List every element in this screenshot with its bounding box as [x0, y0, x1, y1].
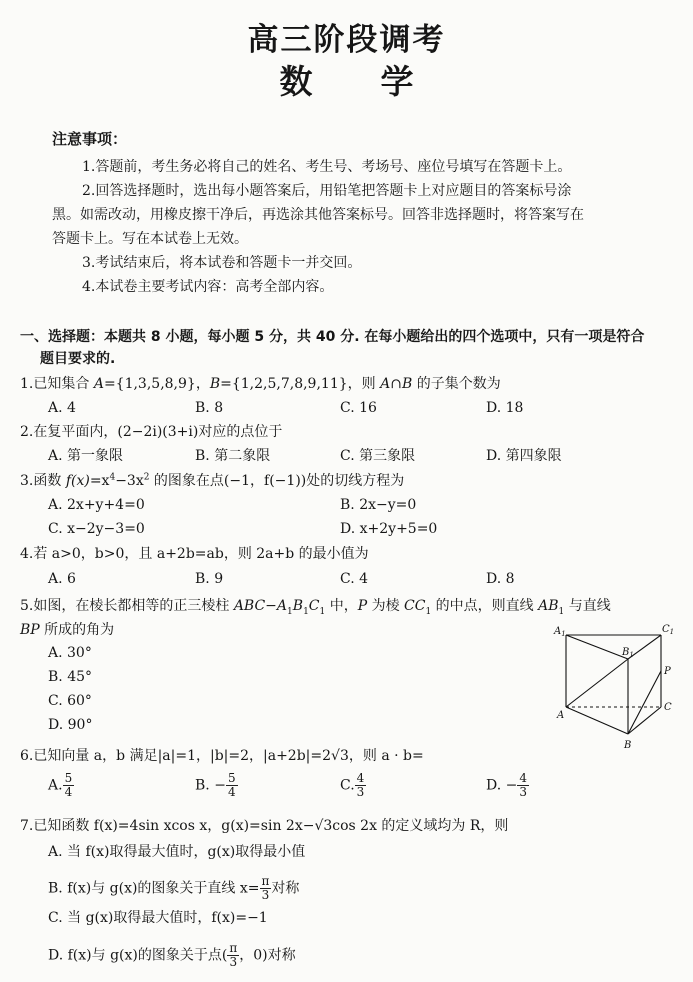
q1-option-d: D. 18	[486, 400, 524, 416]
label-c: C	[664, 702, 672, 713]
q3-text: 3.函数	[20, 473, 66, 489]
q3-minus: −3x	[115, 473, 144, 489]
question-3	[20, 471, 404, 491]
q3-power-2: 2	[143, 472, 150, 483]
q5-cc: CC	[404, 598, 426, 614]
line-a-b1	[566, 659, 628, 707]
notice-heading: 注意事项：	[52, 130, 128, 148]
subject-title	[0, 56, 693, 103]
q5-stem2: 所成的角为	[39, 622, 115, 638]
q6-d-den: 3	[519, 785, 528, 799]
q1-tail: 的子集个数为	[412, 376, 501, 392]
q3-option-b: B. 2x−y=0	[340, 497, 417, 513]
q6-a-fraction	[63, 772, 75, 799]
q5-option-d: D. 90°	[48, 717, 93, 733]
q4-option-d: D. 8	[486, 571, 515, 587]
label-a: A	[557, 710, 565, 721]
question-7: 7.已知函数 f(x)=4sin xcos x，g(x)=sin 2x−√3cos 2x 的定义域均为 R，则	[20, 818, 509, 834]
q3-option-c: C. x−2y−3=0	[48, 521, 145, 537]
q6-b-num: 5	[227, 771, 236, 785]
q2-option-c: C. 第三象限	[340, 448, 416, 464]
exam-title: 高三阶段调考	[247, 22, 446, 58]
q6-d-sign: −	[505, 777, 518, 794]
q6-d-fraction	[517, 772, 529, 799]
q1-option-b: B. 8	[195, 400, 224, 416]
q6-a-num: 5	[64, 771, 73, 785]
q1-set-a2: A	[380, 376, 391, 392]
q5-option-b: B. 45°	[48, 669, 93, 685]
q7-b-num: π	[261, 874, 270, 888]
notice-line-1: 1.答题前，考生务必将自己的姓名、考生号、考场号、座位号填写在答题卡上。	[82, 159, 572, 175]
question-5-line-2	[20, 620, 114, 640]
label-b1: $B_1$	[622, 647, 634, 659]
q5-ab: AB	[538, 598, 559, 614]
q7-b-tail: 对称	[271, 880, 300, 897]
q6-b-sign: −	[214, 777, 226, 794]
notice-line-5: 3.考试结束后，将本试卷和答题卡一并交回。	[82, 255, 362, 271]
q7-option-c: C. 当 g(x)取得最大值时，f(x)=−1	[48, 910, 268, 926]
q6-c-fraction	[355, 772, 367, 799]
q5-sub1: 1	[287, 606, 293, 617]
q4-option-c: C. 4	[340, 571, 369, 587]
q5-sub3: 1	[319, 606, 326, 617]
edge-b-c	[628, 707, 661, 734]
q5-mid2: 为棱	[367, 598, 405, 614]
question-4: 4.若 a>0，b>0，且 a+2b=ab，则 2a+b 的最小值为	[20, 546, 369, 562]
notice-line-3: 黑。如需改动，用橡皮擦干净后，再选涂其他答案标号。回答非选择题时，将答案写在	[52, 207, 584, 223]
question-1	[20, 374, 501, 394]
section-heading	[20, 326, 678, 370]
edge-a1-b1	[566, 635, 628, 659]
q6-d-num: 4	[519, 771, 528, 785]
q5-sub5: 1	[558, 606, 565, 617]
q3-eq: =x	[89, 473, 110, 489]
q5-bp: BP	[20, 622, 40, 638]
q6-d-label: D.	[486, 777, 502, 794]
q6-c-den: 3	[356, 785, 365, 799]
notice-line-2: 2.回答选择题时，选出每小题答案后，用铅笔把答题卡上对应题目的答案标号涂	[82, 183, 572, 199]
question-6: 6.已知向量 a，b 满足|a|=1，|b|=2，|a+2b|=2√3，则 a · b=	[20, 748, 424, 764]
q5-tail1: 的中点，则直线	[431, 598, 539, 614]
q6-b-den: 4	[227, 785, 236, 799]
q5-text: 5.如图，在棱长都相等的正三棱柱	[20, 598, 234, 614]
label-p: P	[664, 666, 671, 677]
q5-c: C	[308, 598, 320, 614]
notice-line-4: 答题卡上。写在本试卷上无效。	[52, 231, 248, 247]
q6-c-num: 4	[356, 771, 365, 785]
q4-option-b: B. 9	[195, 571, 224, 587]
section-line-2: 题目要求的.	[40, 351, 116, 367]
q7-d-den: 3	[229, 955, 238, 969]
q1-cap: ∩	[390, 376, 402, 392]
q3-tail: 的图象在点(−1，f(−1))处的切线方程为	[149, 473, 405, 489]
q6-a-label: A.	[48, 777, 63, 794]
q1-option-c: C. 16	[340, 400, 377, 416]
q6-option-c	[340, 772, 366, 799]
label-c1: $C_1$	[662, 624, 675, 636]
line-b-p	[628, 671, 661, 734]
notice-line-6: 4.本试卷主要考试内容：高考全部内容。	[82, 279, 334, 295]
q7-d-num: π	[229, 941, 238, 955]
q1-set-b2: B	[401, 376, 413, 392]
q6-option-a	[48, 772, 74, 799]
section-line-1: 一、选择题：本题共 8 小题，每小题 5 分，共 40 分. 在每小题给出的四个选项中，只有一项是符合	[20, 329, 645, 345]
q6-option-d	[486, 772, 529, 799]
q1-set-a: A	[93, 376, 104, 392]
q3-option-d: D. x+2y+5=0	[340, 521, 438, 537]
q5-option-a: A. 30°	[48, 645, 92, 661]
q1-option-a: A. 4	[48, 400, 76, 416]
q2-option-b: B. 第二象限	[195, 448, 271, 464]
q6-c-label: C.	[340, 777, 355, 794]
q5-sub4: 1	[425, 606, 432, 617]
q3-power-4: 4	[109, 472, 116, 483]
q7-b-fraction	[260, 875, 272, 902]
subject-char-2: 学	[380, 62, 414, 101]
label-a1: $A_1$	[554, 626, 566, 638]
q6-a-den: 4	[64, 785, 73, 799]
q7-b-den: 3	[261, 888, 270, 902]
q4-option-a: A. 6	[48, 571, 76, 587]
q6-option-b	[195, 772, 238, 799]
question-5-line-1	[20, 596, 611, 616]
q6-b-label: B.	[195, 777, 210, 794]
q2-option-d: D. 第四象限	[486, 448, 562, 464]
q7-b-text: B. f(x)与 g(x)的图象关于直线 x=	[48, 880, 260, 897]
q5-sub2: 1	[303, 606, 309, 617]
question-2: 2.在复平面内，(2−2i)(3+i)对应的点位于	[20, 424, 283, 440]
subject-char-1: 数	[279, 62, 313, 101]
q7-d-text: D. f(x)与 g(x)的图象关于点(	[48, 947, 228, 964]
q3-option-a: A. 2x+y+4=0	[48, 497, 145, 513]
label-b: B	[624, 740, 632, 751]
q2-option-a: A. 第一象限	[48, 448, 124, 464]
q5-p: P	[357, 598, 368, 614]
edge-a-b	[566, 707, 628, 734]
q1-eq1: ={1,3,5,8,9}，	[103, 376, 210, 392]
q1-eq2: ={1,2,5,7,8,9,11}，则	[220, 376, 381, 392]
q5-b: B	[292, 598, 304, 614]
prism-figure	[546, 617, 686, 757]
q7-option-b	[48, 875, 299, 902]
q5-option-c: C. 60°	[48, 693, 92, 709]
q1-text: 1.已知集合	[20, 376, 94, 392]
q7-option-d	[48, 942, 296, 969]
q5-prism: ABC−A	[233, 598, 288, 614]
q7-d-fraction	[227, 942, 239, 969]
q6-b-fraction	[226, 772, 238, 799]
q7-option-a: A. 当 f(x)取得最大值时，g(x)取得最小值	[48, 844, 306, 860]
q5-mid: 中，	[325, 598, 358, 614]
q1-set-b: B	[209, 376, 221, 392]
q7-d-tail: ，0)对称	[239, 947, 296, 964]
q3-fx: f(x)	[65, 473, 90, 489]
q5-tail2: 与直线	[564, 598, 611, 614]
